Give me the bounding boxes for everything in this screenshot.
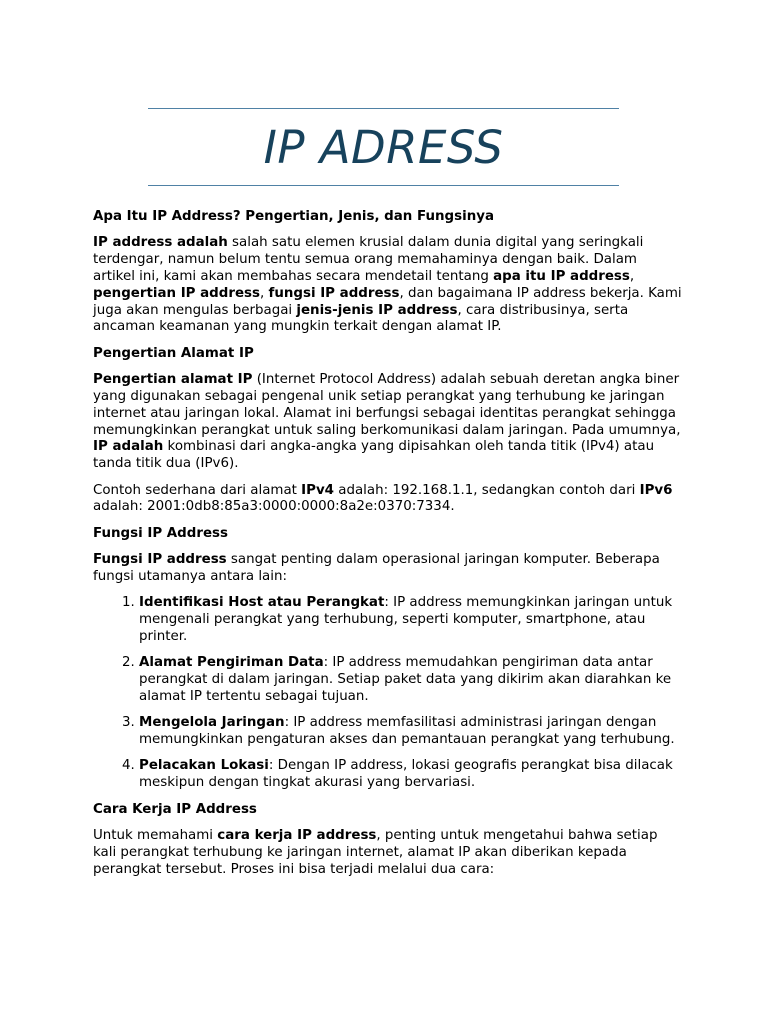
title-rule-top (148, 108, 619, 109)
list-item-label: Identifikasi Host atau Perangkat (139, 595, 385, 611)
list-item-text: : IP address memudahkan pengiriman data antar perangkat di dalam jaringan. Setiap paket data yang dikirim akan diarahkan ke alamat IP tertentu sebagai tujuan. (139, 655, 672, 704)
bold-text: IPv4 (301, 482, 334, 498)
list-item (139, 715, 683, 749)
bold-text: Pengertian alamat IP (93, 372, 253, 388)
bold-text: apa itu IP address (493, 268, 630, 284)
text-run: kombinasi dari angka-angka yang dipisahkan oleh tanda titik (IPv4) atau tanda titik dua (IPv6). (93, 439, 655, 472)
list-item-label: Mengelola Jaringan (139, 715, 285, 731)
heading-pengertian: Pengertian Alamat IP (93, 345, 254, 361)
bold-text: Fungsi IP address (93, 552, 227, 568)
heading-fungsi: Fungsi IP Address (93, 525, 228, 541)
paragraph-contoh (93, 483, 683, 517)
text-run: , (259, 285, 269, 301)
bold-text: pengertian IP address (93, 285, 260, 301)
text-run: Untuk memahami (93, 828, 218, 844)
bold-text: IPv6 (639, 482, 673, 498)
paragraph-intro (93, 235, 683, 336)
list-item-text: : IP address memungkinkan jaringan untuk mengenali perangkat yang terhubung, seperti komputer, smartphone, atau printer. (139, 595, 673, 644)
text-run: salah satu elemen krusial dalam dunia digital yang seringkali terdengar, namun belum tentu semua orang memahaminya dengan baik. Dalam artikel ini, kami akan membahas secara mendetail tentang (93, 235, 644, 284)
bold-text: IP address adalah (93, 235, 228, 251)
text-run: adalah: 2001:0db8:85a3:0000:0000:8a2e:0370:7334. (93, 499, 455, 515)
bold-text: jenis-jenis IP address (296, 302, 458, 318)
list-item-text: : Dengan IP address, lokasi geografis perangkat bisa dilacak meskipun dengan tingkat akurasi yang bervariasi. (139, 758, 673, 791)
bold-text: fungsi IP address (268, 285, 400, 301)
bold-text: IP adalah (93, 439, 164, 455)
paragraph-cara-kerja (93, 828, 683, 878)
bold-text: cara kerja IP address (217, 828, 377, 844)
text-run: adalah: 192.168.1.1, sedangkan contoh dari (334, 482, 640, 498)
text-run: , (629, 268, 635, 284)
heading-cara-kerja: Cara Kerja IP Address (93, 801, 257, 817)
fungsi-list (93, 595, 683, 792)
paragraph-pengertian (93, 372, 683, 473)
text-run: (Internet Protocol Address) adalah sebuah deretan angka biner yang digunakan sebagai pengenal unik setiap perangkat yang terhubung ke jaringan internet atau jaringan lokal. Alamat ini berfungsi sebagai identitas perangkat sehingga memungkinkan perangkat untuk saling berkomunikasi dalam jaringan. Pada umumnya, (93, 372, 681, 438)
text-run: , penting untuk mengetahui bahwa setiap kali perangkat terhubung ke jaringan internet, alamat IP akan diberikan kepada perangkat tersebut. Proses ini bisa terjadi melalui dua cara: (93, 828, 658, 877)
title-rule-bottom (148, 185, 619, 186)
text-run: Contoh sederhana dari alamat (93, 482, 302, 498)
list-item-text: : IP address memfasilitasi administrasi jaringan dengan memungkinkan pengaturan akses dan pemantauan perangkat yang terhubung. (139, 715, 675, 748)
text-run: , cara distribusinya, serta ancaman keamanan yang mungkin terkait dengan alamat IP. (93, 302, 629, 335)
list-item (139, 655, 683, 705)
document-title: IP ADRESS (263, 121, 504, 174)
list-item-label: Pelacakan Lokasi (139, 758, 269, 774)
list-item-label: Alamat Pengiriman Data (139, 655, 324, 671)
list-item (139, 595, 683, 645)
paragraph-fungsi-intro (93, 552, 683, 586)
list-item (139, 758, 683, 792)
document-body (93, 209, 683, 888)
heading-main: Apa Itu IP Address? Pengertian, Jenis, dan Fungsinya (93, 209, 494, 224)
text-run: , dan bagaimana IP address bekerja. Kami juga akan mengulas berbagai (93, 285, 682, 318)
text-run: sangat penting dalam operasional jaringan komputer. Beberapa fungsi utamanya antara lain: (93, 552, 660, 584)
